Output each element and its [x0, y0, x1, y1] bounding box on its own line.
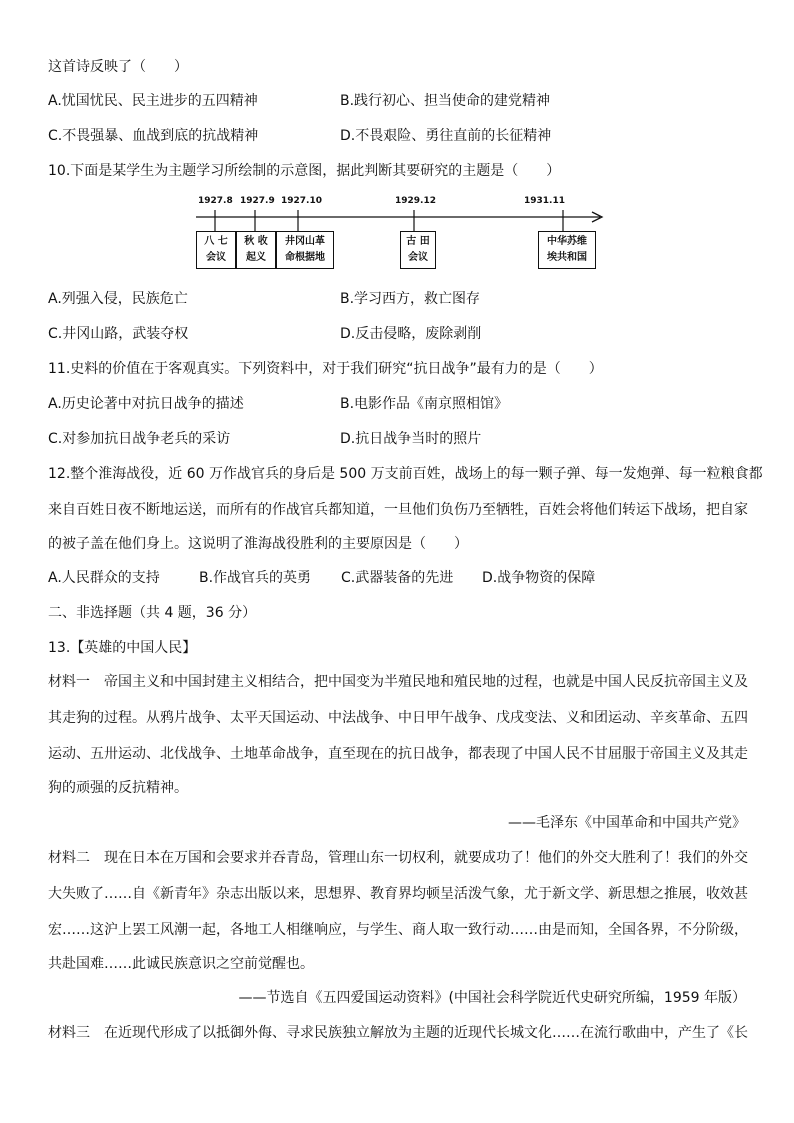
q11-option-b: B.电影作品《南京照相馆》	[340, 396, 509, 412]
q12-last-line: 的被子盖在他们身上。这说明了淮海战役胜利的主要原因是（ ）	[48, 536, 468, 552]
timeline-box-bayi-meeting	[196, 231, 236, 269]
timeline-box-line: 会议	[408, 252, 428, 263]
material-2-line: 材料二 现在日本在万国和会要求并吞青岛，管理山东一切权利，就要成功了！他们的外交大胜利了！我们的外交	[48, 850, 748, 866]
q11-option-c: C.对参加抗日战争老兵的采访	[48, 431, 231, 447]
q10-stem: 10.下面是某学生为主题学习所绘制的示意图，据此判断其要研究的主题是（ ）	[48, 163, 561, 179]
q11-option-d: D.抗日战争当时的照片	[340, 431, 482, 447]
section-title: 二、非选择题（共 4 题，36 分）	[48, 605, 257, 621]
material-1-line: 运动、五卅运动、北伐战争、土地革命战争，直至现在的抗日战争，都表现了中国人民不甘屈服于帝国主义及其走	[48, 746, 748, 762]
material-2-line: 大失败了……自《新青年》杂志出版以来，思想界、教育界均顿呈活泼气象，尤于新文学、新思想之推展，收效甚	[48, 886, 748, 902]
timeline-box-line: 古 田	[406, 236, 430, 247]
timeline-box-line: 起义	[246, 252, 266, 263]
material-1-body	[48, 664, 748, 772]
timeline-axis	[0, 0, 794, 280]
timeline-diagram	[0, 0, 794, 280]
q12-stem	[48, 456, 763, 528]
material-1-source: ——毛泽东《中国革命和中国共产党》	[508, 815, 746, 831]
q12-option-a: A.人民群众的支持	[48, 570, 160, 586]
timeline-date-1: 1927.8	[198, 196, 233, 206]
q10-option-a: A.列强入侵，民族危亡	[48, 291, 188, 307]
material-1-line: 其走狗的过程。从鸦片战争、太平天国运动、中法战争、中日甲午战争、戊戌变法、义和团运动、辛亥革命、五四	[48, 710, 748, 726]
material-2-last-line: 共赴国难……此诚民族意识之空前觉醒也。	[48, 956, 314, 972]
q12-option-d: D.战争物资的保障	[482, 570, 596, 586]
q13-title: 13.【英雄的中国人民】	[48, 640, 197, 656]
timeline-box-line: 八 七	[204, 236, 228, 247]
q12-line: 12.整个淮海战役，近 60 万作战官兵的身后是 500 万支前百姓，战场上的每一颗子弹、每一发炮弹、每一粒粮食都	[48, 466, 763, 482]
timeline-box-soviet-republic	[538, 231, 596, 269]
q9-option-b: B.践行初心、担当使命的建党精神	[340, 93, 551, 109]
material-1-line: 材料一 帝国主义和中国封建主义相结合，把中国变为半殖民地和殖民地的过程，也就是中国人民反抗帝国主义及	[48, 674, 748, 690]
q12-line: 来自百姓日夜不断地运送，而所有的作战官兵都知道，一旦他们负伤乃至牺牲，百姓会将他们转运下战场，把自家	[48, 502, 748, 518]
q10-option-c: C.井冈山路，武装夺权	[48, 326, 189, 342]
timeline-box-autumn-uprising	[236, 231, 276, 269]
timeline-box-gutian-meeting	[400, 231, 436, 269]
q12-option-c: C.武器装备的先进	[341, 570, 454, 586]
q11-option-a: A.历史论著中对抗日战争的描述	[48, 396, 244, 412]
timeline-date-3: 1927.10	[281, 196, 322, 206]
timeline-box-line: 埃共和国	[547, 252, 587, 263]
timeline-date-2: 1927.9	[240, 196, 275, 206]
q9-option-a: A.忧国忧民、民主进步的五四精神	[48, 93, 258, 109]
material-2-body	[48, 840, 748, 948]
timeline-date-5: 1931.11	[524, 196, 565, 206]
material-3-line: 材料三 在近现代形成了以抵御外侮、寻求民族独立解放为主题的近现代长城文化……在流行歌曲中，产生了《长	[48, 1025, 748, 1041]
q12-option-b: B.作战官兵的英勇	[199, 570, 312, 586]
timeline-box-line: 秋 收	[244, 236, 268, 247]
q9-stem: 这首诗反映了（ ）	[48, 59, 188, 75]
timeline-box-line: 会议	[206, 252, 226, 263]
material-3-body	[48, 1015, 748, 1051]
timeline-box-line: 中华苏维	[547, 236, 587, 247]
material-1-last-line: 狗的顽强的反抗精神。	[48, 780, 188, 796]
timeline-box-line: 井冈山革	[285, 236, 325, 247]
timeline-box-jinggangshan	[276, 231, 334, 269]
material-2-line: 宏……这沪上罢工风潮一起，各地工人相继响应，与学生、商人取一致行动……由是而知，全国各界，不分阶级，	[48, 922, 748, 938]
q10-option-d: D.反击侵略，废除剥削	[340, 326, 482, 342]
timeline-date-4: 1929.12	[395, 196, 436, 206]
q11-stem: 11.史料的价值在于客观真实。下列资料中，对于我们研究“抗日战争”最有力的是（ ）	[48, 361, 603, 377]
timeline-box-line: 命根据地	[285, 252, 325, 263]
q9-option-d: D.不畏艰险、勇往直前的长征精神	[340, 128, 552, 144]
material-2-source: ——节选自《五四爱国运动资料》(中国社会科学院近代史研究所编，1959 年版）	[238, 990, 746, 1006]
q9-option-c: C.不畏强暴、血战到底的抗战精神	[48, 128, 259, 144]
q10-option-b: B.学习西方，救亡图存	[340, 291, 481, 307]
